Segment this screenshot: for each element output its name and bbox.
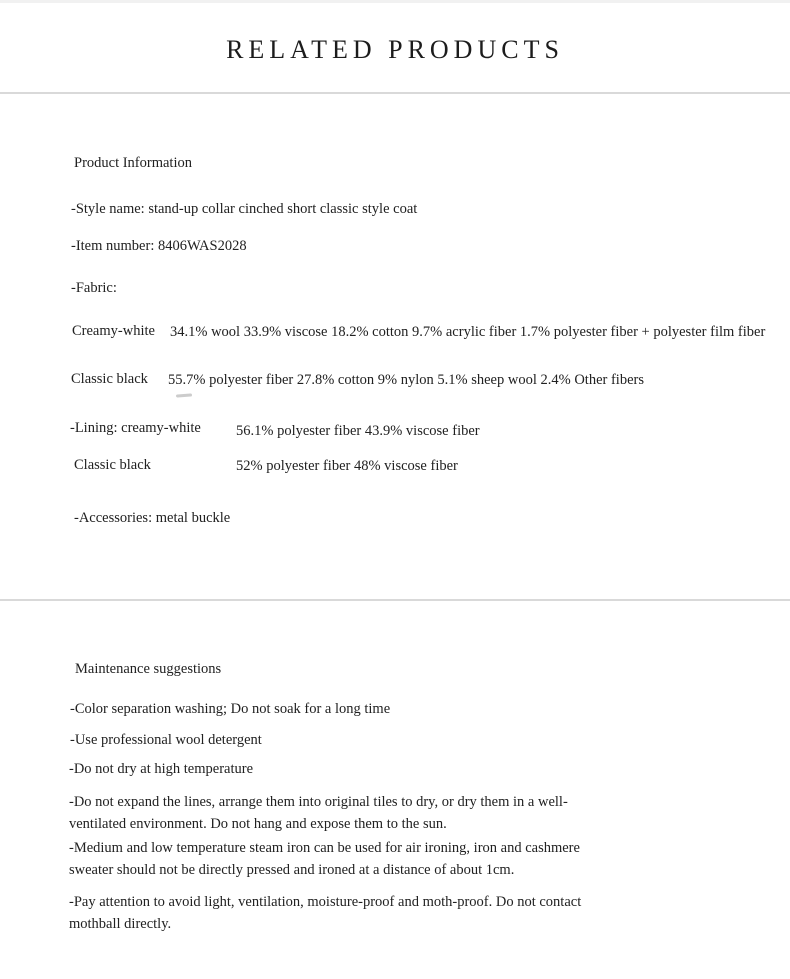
lining-composition-text: 56.1% polyester fiber 43.9% viscose fiber bbox=[236, 423, 480, 439]
fabric-color-label: Creamy-white bbox=[72, 323, 155, 339]
section-divider bbox=[0, 599, 790, 601]
maintenance-item: -Use professional wool detergent bbox=[70, 732, 262, 748]
smudge-artifact bbox=[176, 393, 192, 397]
maintenance-item: -Medium and low temperature steam iron can be used for air ironing, iron and cashmere sweater should not be directly pressed and ironed at a distance of about 1cm. bbox=[69, 840, 580, 878]
fabric-composition-text: 34.1% wool 33.9% viscose 18.2% cotton 9.7% acrylic fiber 1.7% polyester fiber + polyester film fiber bbox=[170, 324, 766, 340]
item-number-text: -Item number: 8406WAS2028 bbox=[71, 238, 247, 254]
top-edge-strip bbox=[0, 0, 790, 3]
maintenance-item: -Do not expand the lines, arrange them into original tiles to dry, or dry them in a well-ventilated environment. Do not hang and expose them to the sun. bbox=[69, 794, 568, 832]
product-info-heading: Product Information bbox=[74, 155, 192, 171]
maintenance-item: -Pay attention to avoid light, ventilation, moisture-proof and moth-proof. Do not contact mothball directly. bbox=[69, 894, 582, 932]
style-name-text: -Style name: stand-up collar cinched short classic style coat bbox=[71, 201, 418, 217]
fabric-color-label: Classic black bbox=[71, 371, 148, 387]
lining-composition-text: 52% polyester fiber 48% viscose fiber bbox=[236, 458, 458, 474]
lining-color-label: -Lining: creamy-white bbox=[70, 420, 201, 436]
maintenance-heading: Maintenance suggestions bbox=[75, 661, 222, 677]
maintenance-item: -Do not dry at high temperature bbox=[69, 761, 254, 777]
maintenance-item: -Color separation washing; Do not soak for a long time bbox=[70, 701, 391, 717]
fabric-heading: -Fabric: bbox=[71, 280, 117, 296]
related-products-title: RELATED PRODUCTS bbox=[226, 35, 564, 64]
accessories-text: -Accessories: metal buckle bbox=[74, 510, 231, 526]
fabric-composition-text: 55.7% polyester fiber 27.8% cotton 9% nylon 5.1% sheep wool 2.4% Other fibers bbox=[168, 372, 644, 388]
section-divider bbox=[0, 92, 790, 94]
lining-color-label: Classic black bbox=[74, 457, 151, 473]
